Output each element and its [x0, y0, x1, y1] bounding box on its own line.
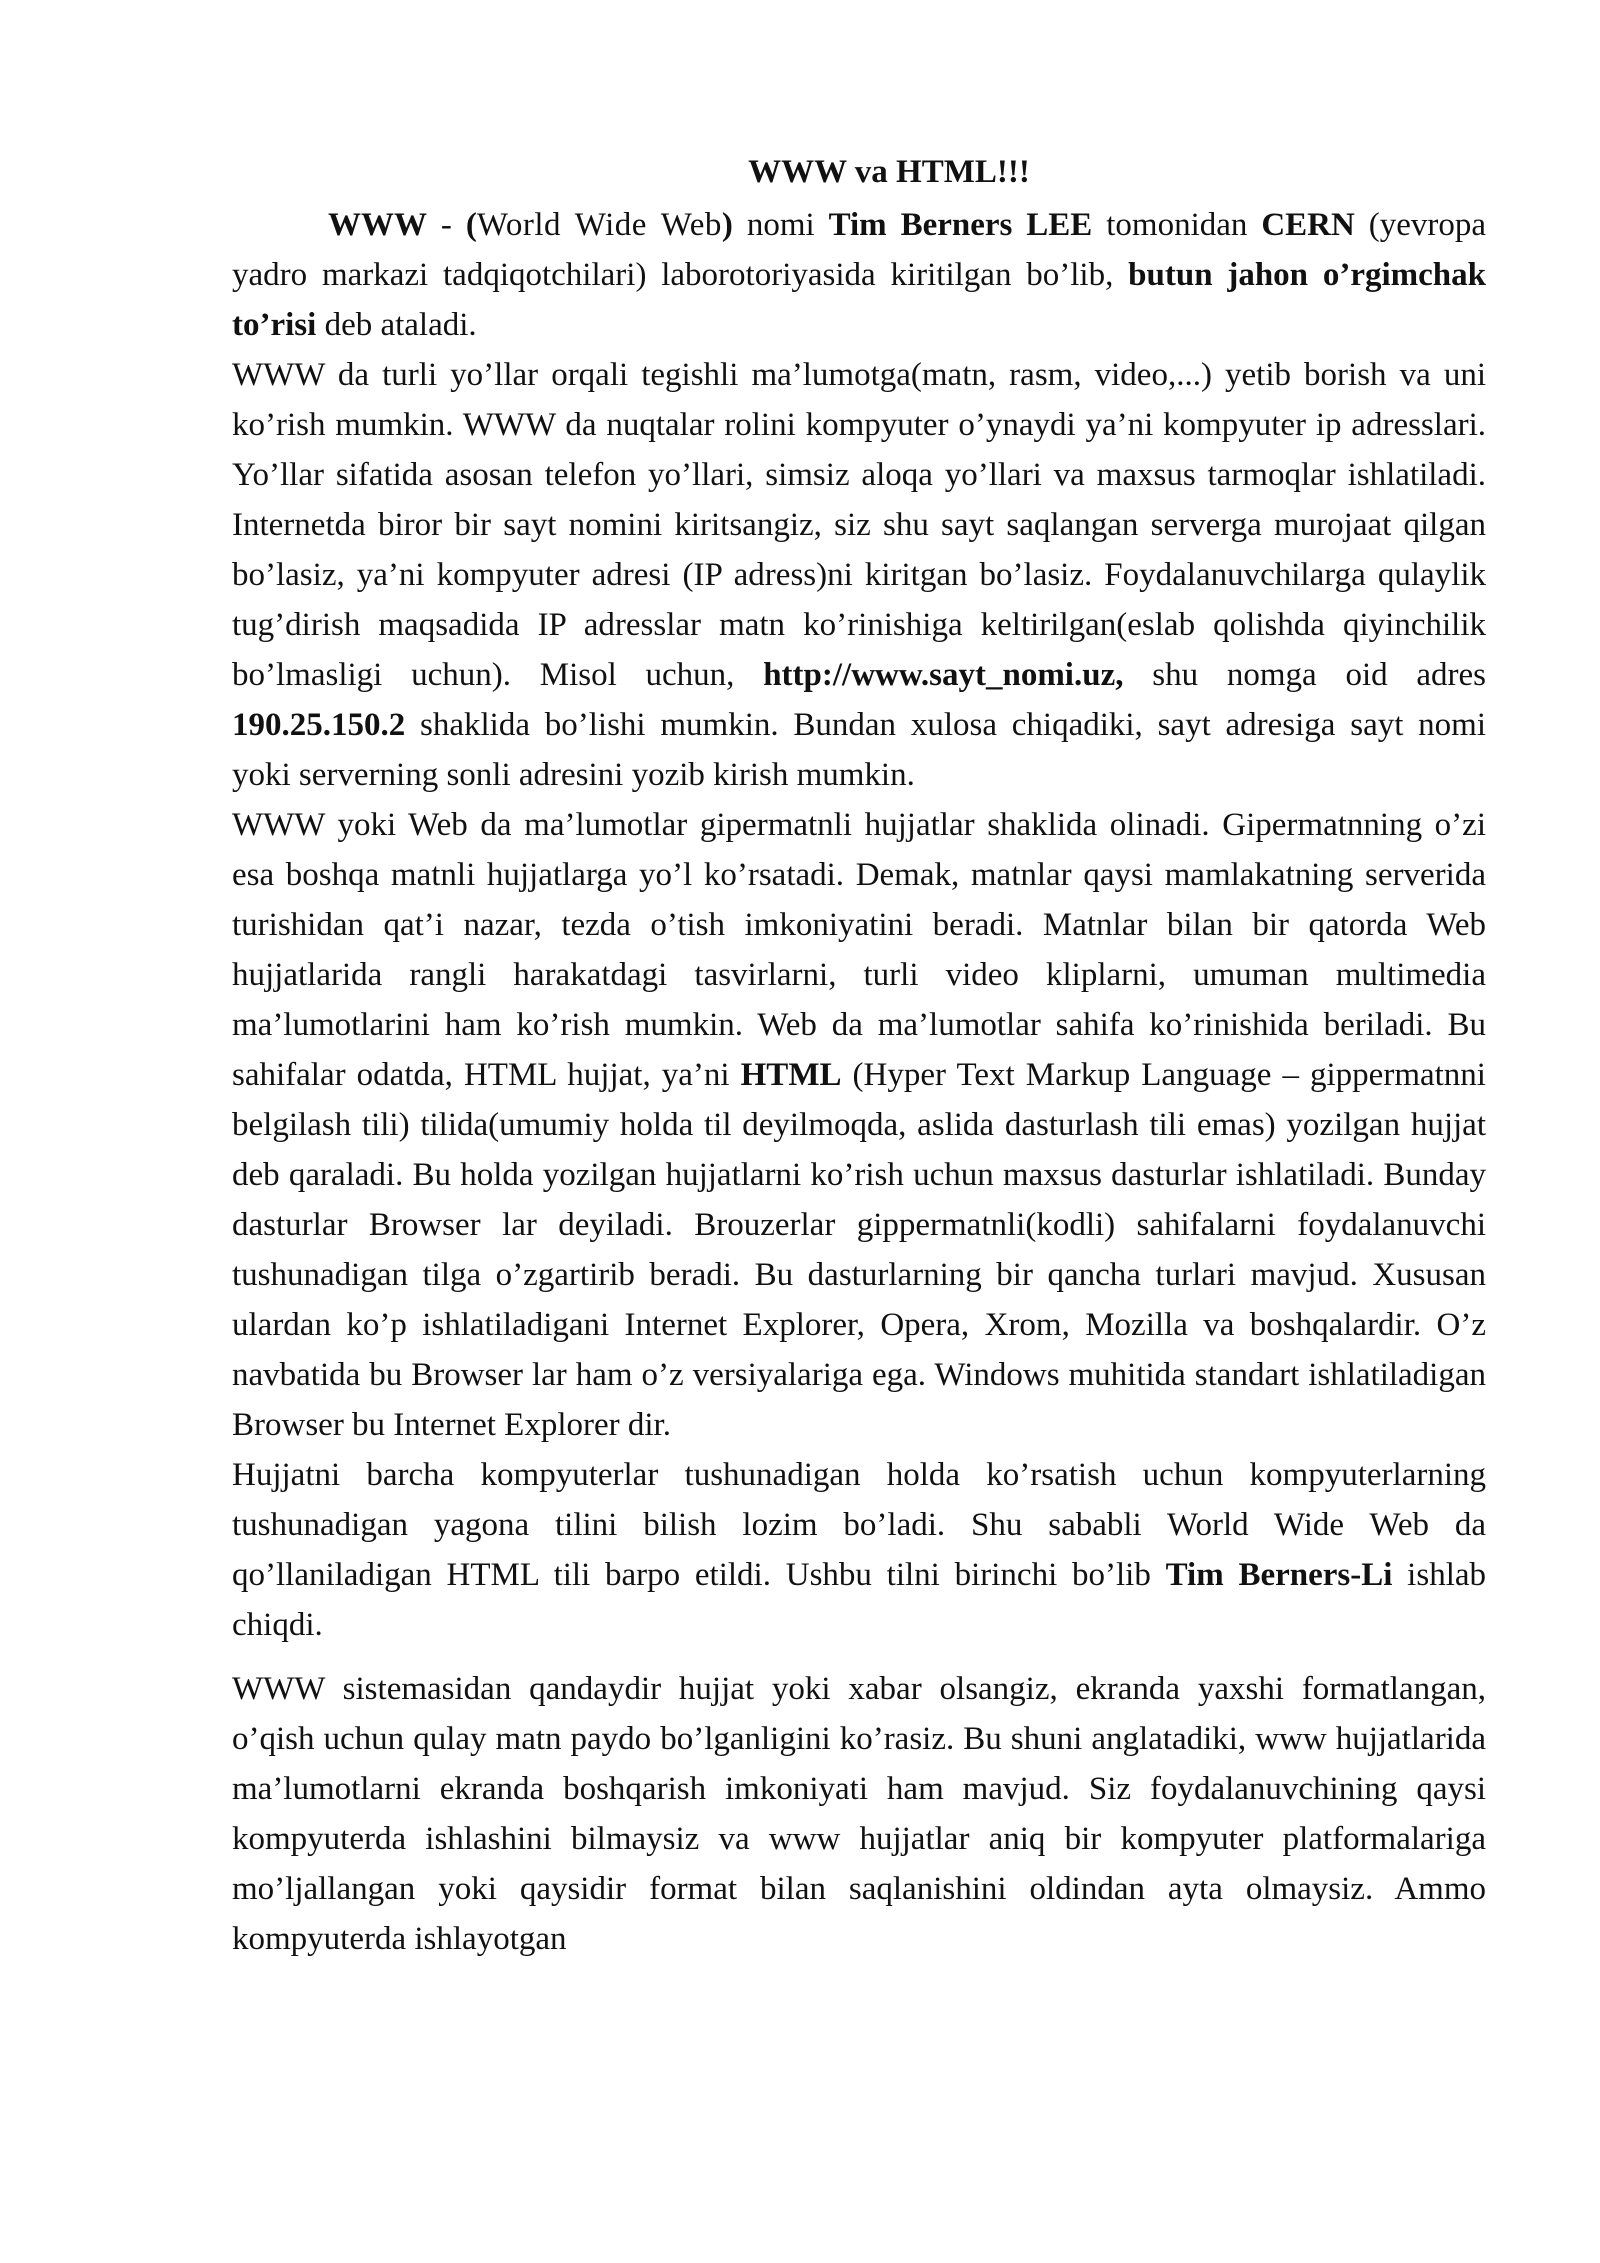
paragraph-html-origin	[232, 1450, 1486, 1650]
bold-tim-berners-li: Tim Berners-Li	[1165, 1557, 1393, 1593]
text-tomonidan: tomonidan	[1092, 207, 1262, 243]
bold-tim-berners-lee: Tim Berners LEE	[828, 207, 1093, 243]
bold-example-url: http://www.sayt_nomi.uz,	[763, 657, 1124, 693]
bold-html: HTML	[740, 1057, 842, 1093]
text-dash: -	[427, 207, 466, 243]
paragraph-www-ip-addresses	[232, 350, 1486, 800]
paragraph-www-definition	[232, 200, 1486, 350]
page-title: WWW va HTML!!!	[748, 154, 1030, 190]
bold-paren-open: (	[465, 207, 477, 243]
text-adres: shu nomga oid adres	[1123, 657, 1486, 693]
text-formatting: WWW sistemasidan qandaydir hujjat yoki xabar olsangiz, ekranda yaxshi formatlangan, o’qish uchun qulay matn paydo bo’lganligini ko’rasiz. Bu shuni anglatadiki, www hujjatlarida ma’lumotlarni ekranda boshqarish imkoniyati ham mavjud. Siz foydalanuvchining qaysi kompyuterda ishlashini bilmaysiz va www hujjatlar aniq bir kompyuter platformalariga mo’ljallangan yoki qaysidir format bilan saqlanishini oldindan ayta olmaysiz. Ammo kompyuterda ishlayotgan	[232, 1671, 1486, 1957]
text-html-description: (Hyper Text Markup Language – gippermatnni belgilash tili) tilida(umumiy holda til deyilmoqda, aslida dasturlash tili emas) yozilgan hujjat deb qaraladi. Bu holda yozilgan hujjatlarni ko’rish uchun maxsus dasturlar ishlatiladi. Bunday dasturlar Browser lar deyiladi. Brouzerlar gippermatnli(kodli) sahifalarni foydalanuvchi tushunadigan tilga o’zgartirib beradi. Bu dasturlarning bir qancha turlari mavjud. Xususan ulardan ko’p ishlatiladigani Internet Explorer, Opera, Xrom, Mozilla va boshqalardir. O’z navbatida bu Browser lar ham o’z versiyalariga ega. Windows muhitida standart ishlatiladigan Browser bu Internet Explorer dir.	[232, 1057, 1486, 1443]
paragraph-www-formatting	[232, 1664, 1486, 1964]
text-cern-description: (yevropa yadro markazi tadqiqotchilari) laborotoriyasida kiritilgan bo’lib,	[232, 207, 1487, 293]
text-ishlab-chiqdi: ishlab chiqdi.	[232, 1557, 1487, 1643]
text-html-origin: Hujjatni barcha kompyuterlar tushunadigan holda ko’rsatish uchun kompyuterlarning tushunadigan yagona tilini bilish lozim bo’ladi. Shu sababli World Wide Web da qo’llaniladigan HTML tili barpo etildi. Ushbu tilni birinchi bo’lib	[232, 1457, 1486, 1593]
text-ip-intro: WWW da turli yo’llar orqali tegishli ma’lumotga(matn, rasm, video,...) yetib borish va uni ko’rish mumkin. WWW da nuqtalar rolini kompyuter o’ynaydi ya’ni kompyuter ip adresslari. Yo’llar sifatida asosan telefon yo’llari, simsiz aloqa yo’llari va maxsus tarmoqlar ishlatiladi. Internetda biror bir sayt nomini kiritsangiz, siz shu sayt saqlangan serverga murojaat qilgan bo’lasiz, ya’ni kompyuter adresi (IP adress)ni kiritgan bo’lasiz. Foydalanuvchilarga qulaylik tug’dirish maqsadida IP adresslar matn ko’rinishiga keltirilgan(eslab qolishda qiyinchilik bo’lmasligi uchun). Misol uchun,	[232, 357, 1486, 693]
bold-cern: CERN	[1261, 207, 1355, 243]
text-hypertext-intro: WWW yoki Web da ma’lumotlar gipermatnli hujjatlar shaklida olinadi. Gipermatnning o’zi esa boshqa matnli hujjatlarga yo’l ko’rsatadi. Demak, matnlar qaysi mamlakatning serverida turishidan qat’i nazar, tezda o’tish imkoniyatini beradi. Matnlar bilan bir qatorda Web hujjatlarida rangli harakatdagi tasvirlarni, turli video kliplarni, umuman multimedia ma’lumotlarini ham ko’rish mumkin. Web da ma’lumotlar sahifa ko’rinishida beriladi. Bu sahifalar odatda, HTML hujjat, ya’ni	[232, 807, 1486, 1093]
document-page	[232, 148, 1486, 1964]
paragraph-hypertext-browsers	[232, 800, 1486, 1450]
bold-paren-close: )	[721, 207, 733, 243]
bold-butun-jahon: butun jahon o’rgimchak to’risi	[232, 257, 1486, 343]
text-ip-conclusion: shaklida bo’lishi mumkin. Bundan xulosa chiqadiki, sayt adresiga sayt nomi yoki serverning sonli adresini yozib kirish mumkin.	[232, 707, 1486, 793]
text-deb-ataladi: deb ataladi.	[316, 307, 477, 343]
bold-www: WWW	[328, 207, 427, 243]
text-nomi: nomi	[732, 207, 829, 243]
bold-example-ip: 190.25.150.2	[232, 707, 406, 743]
text-world-wide-web: World Wide Web	[476, 207, 722, 243]
